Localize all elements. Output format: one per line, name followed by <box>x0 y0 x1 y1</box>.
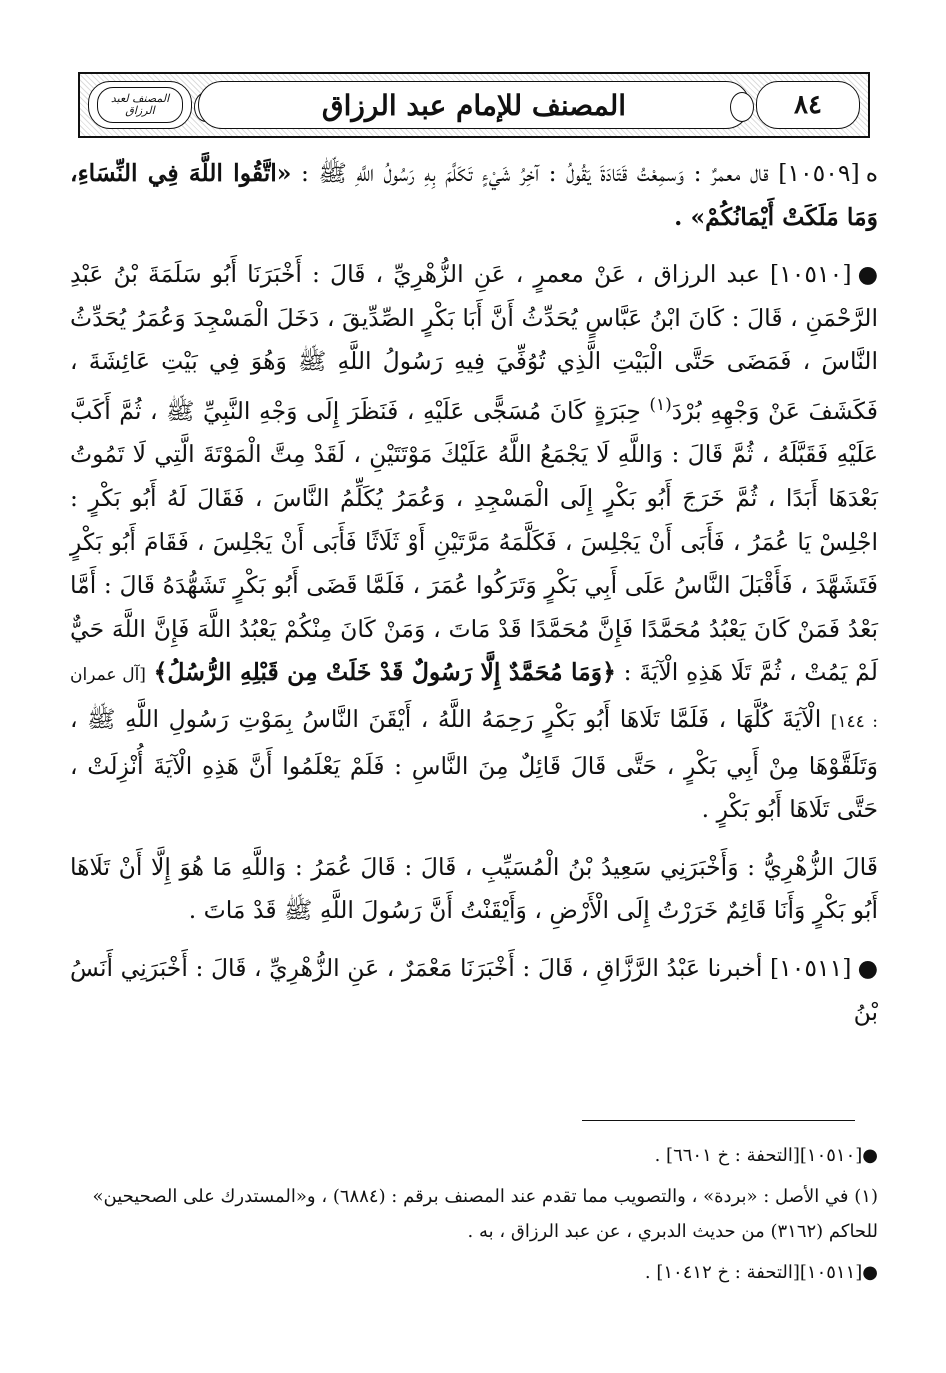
page-number-ornament <box>756 81 860 129</box>
hadith-10511 <box>70 947 878 1034</box>
hadith-text-continued: حِبَرَةٍ كَانَ مُسَجًّى عَلَيْهِ ، فَنَظَرَ إِلَى وَجْهِ النَّبِيِّ ﷺ ، ثُمَّ أَكَبَّ عَلَيْهِ فَقَبَّلَهُ ، ثُمَّ قَالَ : وَاللَّهِ لَا يَجْمَعُ اللَّهُ عَلَيْكَ مَوْتَتَيْنِ ، لَقَدْ مِتَّ الْمَوْتَةَ الَّتِي لَا تَمُوتُ بَعْدَهَا أَبَدًا ، ثُمَّ خَرَجَ أَبُو بَكْرٍ إِلَى الْمَسْجِدِ ، وَعُمَرُ يُكَلِّمُ النَّاسَ ، فَقَالَ لَهُ أَبُو بَكْرٍ : اجْلِسْ يَا عُمَرُ ، فَأَبَى أَنْ يَجْلِسَ ، فَكَلَّمَهُ مَرَّتَيْنِ أَوْ ثَلَاثًا فَأَبَى أَنْ يَجْلِسَ ، فَقَامَ أَبُو بَكْرٍ فَتَشَهَّدَ ، فَأَقْبَلَ النَّاسُ عَلَى أَبِي بَكْرٍ وَتَرَكُوا عُمَرَ ، فَلَمَّا قَضَى أَبُو بَكْرٍ تَشَهُّدَهُ قَالَ : أَمَّا بَعْدُ فَمَنْ كَانَ يَعْبُدُ مُحَمَّدًا فَإِنَّ مُحَمَّدًا قَدْ مَاتَ ، وَمَنْ كَانَ مِنْكُمْ يَعْبُدُ اللَّهَ فَإِنَّ اللَّهَ حَيٌّ لَمْ يَمُتْ ، ثُمَّ تَلَا هَذِهِ الْآيَةَ : <box>70 396 879 687</box>
hadith-text: أخبرنا عَبْدُ الرَّزَّاقِ ، قَالَ : أَخْبَرَنَا مَعْمَرٌ ، عَنِ الزُّهْرِيِّ ، قَالَ : أَخْبَرَنِي أَنَسُ بْنُ <box>70 953 878 1026</box>
zuhri-report <box>70 846 878 933</box>
hadith-quote: «اتَّقُوا اللَّهَ فِي النِّسَاءِ، وَمَا مَلَكَتْ أَيْمَانُكُمْ» . <box>70 159 878 231</box>
main-text <box>70 152 878 1054</box>
hadith-marker: ● <box>857 953 878 982</box>
header-title-frame <box>198 81 750 129</box>
hadith-number: [١٠٥٠٩] <box>778 159 860 187</box>
footnote-takhrij-10510: ●[١٠٥١٠][التحفة : خ ٦٦٠١] . <box>654 1145 878 1166</box>
footnotes <box>70 1138 878 1290</box>
hadith-marker: ه <box>865 159 878 187</box>
footnote-takhrij-10511: ●[١٠٥١١][التحفة : خ ١٠٤١٢] . <box>644 1262 878 1283</box>
book-title: المصنف للإمام عبد الرزاق <box>321 88 627 122</box>
flourish-icon <box>730 92 754 122</box>
hadith-number: [١٠٥١١] <box>770 953 852 982</box>
hadith-10510 <box>70 253 878 832</box>
book-seal: المصنف لعبد الرزاق <box>97 87 183 123</box>
hadith-text: قال معمرٌ : وَسمِعْتُ قَتَادَةَ يَقُولُ : آخِرُ شَيْءٍ تَكَلَّمَ بِهِ رَسُولُ اللَّهِ ﷺ : <box>301 159 769 187</box>
page-header <box>78 72 870 138</box>
quran-verse: ﴿وَمَا مُحَمَّدٌ إِلَّا رَسُولٌ قَدْ خَلَتْ مِن قَبْلِهِ الرُّسُلُ﴾ <box>153 658 616 687</box>
footnote-1: (١) في الأصل : «بردة» ، والتصويب مما تقدم عند المصنف برقم : (٦٨٨٤) ، و«المستدرك على الصحيحين» للحاكم (٣١٦٢) من حديث الدبري ، عن عبد الرزاق ، به . <box>92 1186 878 1242</box>
footnote-divider <box>582 1120 855 1121</box>
book-seal-ornament <box>88 81 192 129</box>
page-number: ٨٤ <box>794 90 822 120</box>
zuhri-text: قَالَ الزُّهْرِيُّ : وَأَخْبَرَنِي سَعِيدُ بْنُ الْمُسَيِّبِ ، قَالَ : قَالَ عُمَرُ : وَاللَّهِ مَا هُوَ إِلَّا أَنْ تَلَاهَا أَبُو بَكْرٍ وَأَنَا قَائِمٌ خَرَرْتُ إِلَى الْأَرْضِ ، وَأَيْقَنْتُ أَنَّ رَسُولَ اللَّهِ ﷺ قَدْ مَاتَ . <box>70 852 878 925</box>
hadith-10509 <box>70 152 878 239</box>
hadith-number: [١٠٥١٠] <box>770 260 852 289</box>
quran-reference: [آل عمران : ١٤٤] <box>70 665 878 732</box>
hadith-marker: ● <box>857 260 878 289</box>
hadith-text: عبد الرزاق ، عَنْ معمرٍ ، عَنِ الزُّهْرِيِّ ، قَالَ : أَخْبَرَنَا أَبُو سَلَمَةَ بْنُ عَبْدِ الرَّحْمَنِ ، قَالَ : كَانَ ابْنُ عَبَّاسٍ يُحَدِّثُ أَنَّ أَبَا بَكْرٍ الصِّدِّيقَ ، دَخَلَ الْمَسْجِدَ وَعُمَرُ يُحَدِّثُ النَّاسَ ، فَمَضَى حَتَّى الْبَيْتِ الَّذِي تُوُفِّيَ فِيهِ رَسُولُ اللَّهِ ﷺ وَهُوَ فِي بَيْتِ عَائِشَةَ ، فَكَشَفَ عَنْ وَجْهِهِ بُرْدَ <box>70 260 878 425</box>
hadith-text-end: الْآيَةَ كُلَّهَا ، فَلَمَّا تَلَاهَا أَبُو بَكْرٍ رَحِمَهُ اللَّهُ ، أَيْقَنَ النَّاسُ بِمَوْتِ رَسُولِ اللَّهِ ﷺ ، وَتَلَقَّوْهَا مِنْ أَبِي بَكْرٍ ، حَتَّى قَالَ قَائِلٌ مِنَ النَّاسِ : فَلَمْ يَعْلَمُوا أَنَّ هَذِهِ الْآيَةَ أُنْزِلَتْ ، حَتَّى تَلَاهَا أَبُو بَكْرٍ . <box>70 704 878 824</box>
footnote-ref: (١) <box>649 394 672 415</box>
